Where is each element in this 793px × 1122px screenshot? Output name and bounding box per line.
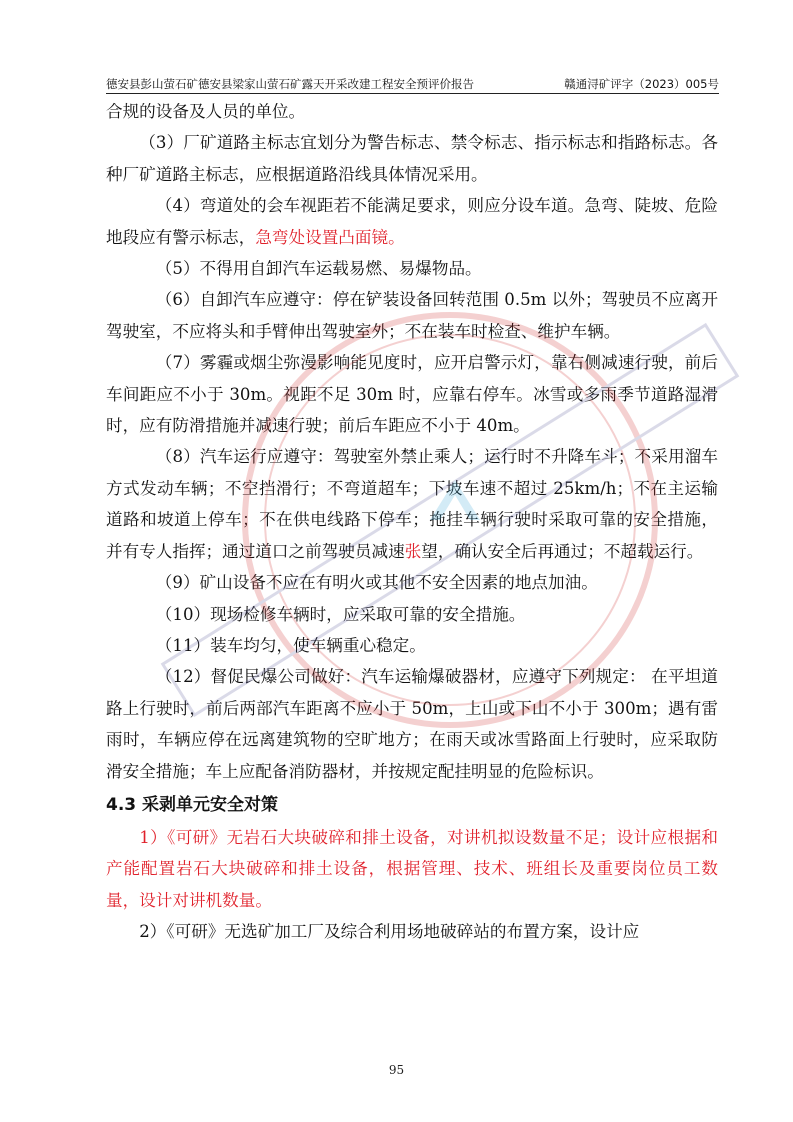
header-divider bbox=[106, 93, 719, 94]
section-heading: 4.3 采剥单元安全对策 bbox=[106, 794, 279, 815]
paragraph-item-10: （10）现场检修车辆时，应采取可靠的安全措施。 bbox=[155, 604, 526, 624]
paragraph-continuation: 合规的设备及人员的单位。 bbox=[106, 102, 306, 121]
document-number: 赣通浔矿评字（2023）005号 bbox=[564, 77, 719, 91]
item-4-red-text: 急弯处设置凸面镜。 bbox=[255, 227, 405, 247]
item-8-red-char: 张 bbox=[404, 541, 422, 561]
paragraph-item-8 bbox=[106, 441, 718, 567]
section-item-1: 1）《可研》无岩石大块破碎和排土设备，对讲机拟设数量不足；设计应根据和产能配置岩石大块破碎和排土设备，根据管理、技术、班组长及重要岗位员工数量，设计对讲机数量。 bbox=[106, 827, 718, 910]
paragraph-item-4 bbox=[106, 190, 718, 253]
paragraph-item-6: （6）自卸汽车应遵守：停在铲装设备回转范围 0.5m 以外；驾驶员不应离开驾驶室，不应将头和手臂伸出驾驶室外；不在装车时检查、维护车辆。 bbox=[106, 290, 718, 341]
paragraph-item-11: （11）装车均匀，使车辆重心稳定。 bbox=[155, 635, 426, 655]
paragraph-item-5: （5）不得用自卸汽车运载易燃、易爆物品。 bbox=[155, 259, 482, 279]
page-header bbox=[106, 76, 719, 94]
paragraph-item-9: （9）矿山设备不应在有明火或其他不安全因素的地点加油。 bbox=[155, 573, 598, 593]
page-number: 95 bbox=[388, 1063, 405, 1077]
item-8-text-end: 望，确认安全后再通过；不超载运行。 bbox=[421, 541, 704, 561]
page-body bbox=[106, 96, 718, 948]
section-item-2: 2）《可研》无选矿加工厂及综合利用场地破碎站的布置方案，设计应 bbox=[139, 922, 640, 942]
report-title: 德安县彭山萤石矿德安县梁家山萤石矿露天开采改建工程安全预评价报告 bbox=[106, 77, 474, 91]
paragraph-item-7: （7）雾霾或烟尘弥漫影响能见度时，应开启警示灯，靠右侧减速行驶，前后车间距应不小于 30m。视距不足 30m 时，应靠右停车。冰雪或多雨季节道路湿滑时，应有防滑措施并减速行驶；前后车距应不小于 40m。 bbox=[106, 353, 718, 436]
paragraph-item-12: （12）督促民爆公司做好：汽车运输爆破器材，应遵守下列规定： 在平坦道路上行驶时，前后两部汽车距离不应小于 50m，上山或下山不小于 300m；遇有雷雨时，车辆应停在远离建筑物的空旷地方；在雨天或冰雪路面上行驶时，应采取防滑安全措施；车上应配备消防器材，并按规定配挂明显的危险标识。 bbox=[106, 667, 718, 781]
item-4-text: （4）弯道处的会车视距若不能满足要求，则应分设车道。急弯、陡坡、危险地段应有警示标志， bbox=[106, 196, 718, 247]
paragraph-item-3: （3）厂矿道路主标志宜划分为警告标志、禁令标志、指示标志和指路标志。各种厂矿道路主标志，应根据道路沿线具体情况采用。 bbox=[106, 133, 718, 184]
item-8-text: （8）汽车运行应遵守：驾驶室外禁止乘人；运行时不升降车斗；不采用溜车方式发动车辆；不空挡滑行；不弯道超车；下坡车速不超过 25km/h；不在主运输道路和坡道上停车；不在供电线路下停车；拖挂车辆行驶时采取可靠的安全措施，并有专人指挥；通过道口之前驾驶员减速 bbox=[106, 447, 718, 561]
